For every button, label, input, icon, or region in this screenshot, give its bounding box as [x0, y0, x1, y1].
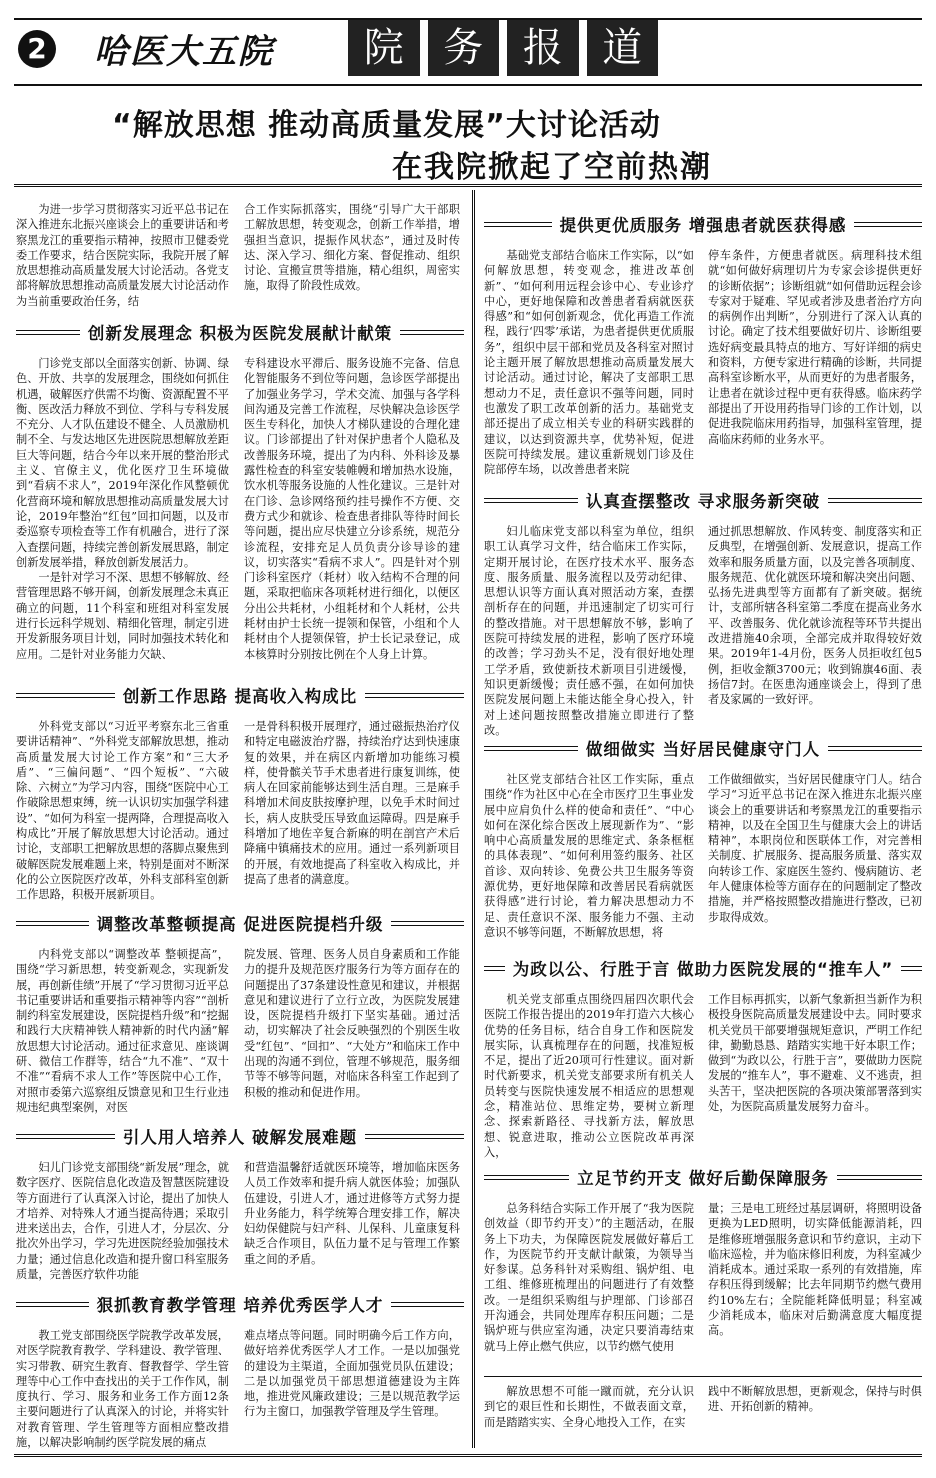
section-heading-text: 立足节约开支 做好后勤保障服务: [569, 1169, 837, 1188]
article-text: 机关党支部重点围绕四届四次职代会医院工作报告提出的2019年打造六大核心优势的任务目标，结合自身工作和医院发展实际，认真梳理存在的问题，找准短板不足，提出了近20项可行性建议。面对新时代新要求，机关党支部要求所有机关人员转变与医院快速发展不相适应的思想观念，精准站位、思维定势，要树立新理念、探索新路径、寻找新方法，解放思想、锐意进取，推动公立医院改革再深入，: [484, 993, 694, 1159]
section-col-a: [16, 356, 229, 672]
section-title: [348, 20, 658, 76]
section-col-a: [484, 248, 694, 477]
section-col-b: [708, 248, 922, 468]
section-col-b: [244, 947, 460, 1112]
intro-col-b: [244, 202, 460, 314]
headline-block: [14, 96, 922, 185]
article-text: 量；三是电工班经过基层调研，将照明设备更换为LED照明，切实降低能源消耗，四是维修班增强服务意识和节约意识，主动下临床巡检，并为临床修旧利废，为科室减少消耗成本。通过采取一系列的有效措施，库存积压得到缓解；比去年同期节约燃气费用约10%左右；全院能耗降低明显；科室减少消耗成本，临床对后勤满意度大幅度提高。: [708, 1202, 922, 1338]
article-text: 践中不断解放思想，更新观念，保持与时俱进、开拓创新的精神。: [708, 1385, 922, 1414]
column-divider: [472, 190, 475, 1448]
section-heading: [16, 911, 464, 935]
article-text: 工作做细做实，当好居民健康守门人。结合学习“习近平总书记在深入推进东北振兴座谈会上的重要讲话和考察黑龙江的重要指示精神，以及在全国卫生与健康大会上的讲话精神”，本职岗位和医联体工作，对完善相关制度、扩展服务、提高服务质量、落实双向转诊工作、家庭医生签约、慢病随访、老年人健康体检等方面存在的问题制定了整改措施，并严格按照整改措施进行整改，已初步取得成效。: [708, 773, 922, 924]
paper-name-logo: 哈医大五院: [94, 32, 274, 72]
article-text: 外科党支部以“习近平考察东北三省重要讲话精神”、“外科党支部解放思想，推动高质量发展大讨论工作方案”和“三大矛盾”、“三偏问题”、“四个短板”、“六破除、六树立”为学习内容，围绕“医院中心工作破除思想束缚，统一认识切实加强学科建设”、“如何为科室一提两降，合理提高收入构成比”开展了解放思想大讨论活动。通过讨论，支部职工把解放思想的落脚点聚焦到破解医院发展难题上来，特别是面对不断深化的公立医院医疗改革，外科支部科室创新工作思路，积极开展新项目。: [16, 720, 229, 902]
section-heading-text: 引人用人培养人 破解发展难题: [115, 1128, 365, 1147]
section-col-b: [244, 1160, 460, 1282]
section-heading: [484, 212, 922, 236]
article-text: 总务科结合实际工作开展了“我为医院创效益（即节约开支）”的主题活动，在服务上下功夫，为保障医院发展做好幕后工作，为医院节约开支献计献策，为领导当好参谋。总务科针对采购组、锅炉组、电工组、维修班梳理出的问题进行了有效整改。一是组织采购组与护理部、门诊部召开沟通会，共同处理库存积压问题；二是锅炉班与供应室沟通，决定只要消毒结束就马上停止燃气供应，以节约燃气使用: [484, 1202, 694, 1353]
section-heading-text: 认真查摆整改 寻求服务新突破: [578, 492, 828, 511]
section-heading: [484, 736, 922, 760]
section-col-a: [16, 1328, 229, 1450]
paragraph: 门诊党支部以全面落实创新、协调、绿色、开放、共享的发展理念，围绕如何抓住机遇，破解医疗供需不均衡、资源配置不平衡、医改活力释放不到位、学科与专科发展不充分、人才队伍建设不健全、人员激励机制不全、与发达地区先进医院思想解放差距巨大等问题，结合今年以来开展的整治形式主义、官僚主义，优化医疗卫生环境做到“看病不求人”，2019年深化作风整顿优化营商环境和解放思想推动高质量发展大讨论，2019年整治“红包”回扣问题，以及市委巡察专项检查等工作有机融合，进行了深入查摆问题，持续完善创新发展思路，制定创新发展举措，释放创新发展活力。: [16, 357, 229, 569]
headline-line1: “解放思想 推动高质量发展”大讨论活动: [112, 108, 661, 143]
section-col-a: [484, 772, 694, 938]
section-heading: [16, 1124, 464, 1148]
section-char: 报: [507, 20, 579, 76]
section-heading: [16, 1292, 464, 1316]
article-text: 教工党支部围绕医学院教学改革发展，对医学院教育教学、学科建设、教学管理、实习带教、研究生教育、督教督学、学生管理等中心工作中查找出的关于工作作风，制度执行、学习、服务和业务工作方面12条主要问题进行了认真深入的讨论，并将实针对教育管理、学生管理等方面相应整改措施，以解决影响制约医学院发展的痛点: [16, 1329, 229, 1450]
section-col-b: [708, 524, 922, 720]
section-heading: [16, 683, 464, 707]
section-col-a: [16, 1160, 229, 1282]
closing-rule: [484, 1376, 922, 1377]
section-char: 道: [587, 20, 659, 76]
article-text: 妇儿临床党支部以科室为单位，组织职工认真学习文件，结合临床工作实际，定期开展讨论，在医疗技术水平、服务态度、服务质量、服务流程以及劳动纪律、思想认识等方面认真对照活动方案，查摆剖析存在的问题，并迅速制定了切实可行的整改措施。对干思想解放不够，影响了医院可持续发展的进程，影响了医疗环境的改善；学习劲头不足，没有很好地处理工学矛盾，致使新技术新项目引进缓慢，知识更新缓慢；责任感不强，在如何加快医院发展问题上未能达能全身心投入，针对上述问题按照整改措施立即进行了整改。: [484, 525, 694, 737]
article-text: 合工作实际抓落实，围绕“引导广大干部职工解放思想，转变观念，创新工作举措，增强担当意识，提振作风状态”，通过及时传达、深入学习、细化方案、督促推动、组织讨论、宣搬宣贯等措施，精心组织，周密实施，取得了阶段性成效。: [244, 203, 460, 293]
masthead-rule: [14, 84, 922, 86]
section-heading: [484, 1165, 922, 1189]
article-text: 专科建设水平滞后、服务设施不完备、信息化智能服务不到位等问题，急诊医学部提出了加强业务学习，学术交流、加强与各学科间沟通及完善工作流程，尽快解决急诊医学医生专科化，加快人才梯队建设的合理化建议。门诊部提出了针对保护患者个人隐私及改善服务环境，提出了为内科、外科诊及暴露性检查的科室安装帷幔和增加热水设施，饮水机等服务设施的人性化建议。三是针对在门诊、急诊网络预约挂号操作不方便、交费方式少和就诊、检查患者排队等待时间长等问题，提出应尽快建立分诊系统，规范分诊流程，安排充足人员负责分诊导诊的建议，切实落实“看病不求人”。四是针对个别门诊科室医疗（耗材）收入结构不合理的问题，采取把临床各项耗材进行细化，以便区分出公共耗材，小组耗材和个人耗材，公共耗材由护士长统一提领和保管，小组和个人耗材由个人提领保管，护士长记录登记，成本核算时分别按比例在个人身上计算。: [244, 357, 460, 661]
section-heading: [484, 488, 922, 512]
article-text: [16, 356, 229, 662]
section-col-a: [16, 719, 229, 902]
article-text: 社区党支部结合社区工作实际，重点围绕“作为社区中心在全市医疗卫生事业发展中应肩负什么样的使命和责任”、“中心如何在深化综合医改上展现新作为”、“影响中心高质量发展的思维定式、条条框框的具体表现”、“如何利用签约服务、社区首诊、双向转诊、免费公共卫生服务等资源优势，更好地保障和改善居民看病就医获得感”进行讨论，着力解决思想动力不足、责任意识不深、服务能力不强、主动意识不够等问题，不断解放思想，将: [484, 773, 694, 939]
page-number: 2: [18, 30, 56, 68]
section-heading: [484, 956, 922, 980]
article-text: 通过抓思想解放、作风转变、制度落实和正反典型，在增强创新、发展意识，提高工作效率和服务质量方面，以及完善各项制度、服务规范、优化就医环境和解决突出问题、弘扬先进典型等方面都有了新突破。据统计，支部所辖各科室第二季度在提高业务水平、改善服务、优化就诊流程等环节共提出改进措施40余项，全部完成并取得较好效果。2019年1-4月份，医务人员拒收红包5例，拒收金额3700元；收到锦旗46面、表扬信7封。在医患沟通座谈会上，得到了患者及家属的一致好评。: [708, 525, 922, 707]
article-text: 难点堵点等问题。同时明确今后工作方向，做好培养优秀医学人才工作。一是以加强党的建设为主渠道，全面加强党员队伍建设；二是以加强党员干部思想道德建设为主阵地，推进党风廉政建设；三是以规范教学运行为主窗口，加强教学管理及学生管理。: [244, 1329, 460, 1419]
headline-line2: 在我院掀起了空前热潮: [392, 150, 712, 185]
closing-col-a: [484, 1384, 694, 1448]
article-text: 为进一步学习贯彻落实习近平总书记在深入推进东北振兴座谈会上的重要讲话和考察黑龙江的重要指示精神，按照市卫健委党委工作要求，结合医院实际，我院开展了解放思想推动高质量发展大讨论活动。各党支部将解放思想推动高质量发展大讨论活动作为当前重要政治任务，结: [16, 203, 229, 308]
article-text: 基础党支部结合临床工作实际，以“如何解放思想，转变观念，推进改革创新”、“如何利用远程会诊中心、专业诊疗中心，更好地保障和改善患者看病就医获得感”和“如何创新观念，优化再造工作流程，践行‘四零’承诺，为患者提供更优质服务”，组织中层干部和党员及各科室对照讨论主题开展了解放思想推动高质量发展大讨论活动。通过讨论，解决了支部职工思想动力不足，责任意识不强等问题，同时也激发了职工改革创新的活力。基础党支部还提出了成立相关专业的科研实践群的建议，以达到资源共享，优势补短，促进医院可持续发展。建议重新规划门诊及住院部停车场，以改善患者来院: [484, 249, 694, 477]
section-col-a: [16, 947, 229, 1112]
section-heading-text: 狠抓教育教学管理 培养优秀医学人才: [89, 1296, 392, 1315]
section-col-a: [484, 1201, 694, 1367]
section-heading: [16, 320, 464, 344]
section-col-a: [484, 992, 694, 1159]
section-heading-text: 为政以公、行胜于言 做助力医院发展的“推车人”: [505, 960, 901, 979]
section-col-b: [708, 992, 922, 1142]
headline-rule: [14, 184, 922, 190]
article-text: 内科党支部以“调整改革 整顿提高”，围绕“学习新思想，转变新观念，实现新发展，再创新佳绩”开展了“学习贯彻习近平总书记重要讲话和重要指示精神等内容”“剖析制约科室发展建设，医院提档升级”和“挖掘和践行大庆精神铁人精神新的时代内涵”解放思想大讨论活动。通过征求意见、座谈调研、微信工作群等，结合“九不准”、“双十不准”“看病不求人工作”等医院中心工作，对照市委第六巡察组反馈意见和卫生行业违规违纪典型案例，对医: [16, 948, 229, 1114]
closing-col-b: [708, 1384, 922, 1448]
section-col-b: [708, 772, 922, 938]
section-heading-text: 创新发展理念 积极为医院发展献计献策: [80, 324, 400, 343]
bottom-rule: [14, 1454, 922, 1460]
section-col-b: [244, 719, 460, 899]
article-text: 工作目标再抓实，以新气象新担当新作为积极投身医院高质量发展建设中去。同时要求机关党员干部要增强规矩意识，严明工作纪律，勤勤恳恳、踏踏实实地干好本职工作；做到“为政以公，行胜于言”，要做助力医院发展的“推车人”，事不避难、义不逃责，担头苦干，坚决把医院的各项决策部署落到实处，为医院高质量发展努力奋斗。: [708, 993, 922, 1114]
section-heading-text: 做细做实 当好居民健康守门人: [578, 740, 828, 759]
article-text: 妇儿门诊党支部围绕“新发展”理念，就数字医疗、医院信息化改造及智慧医院建设等方面进行了认真深入讨论，提出了加快人才培养、对特殊人才通当提高待遇；采取引进来送出去，合作，引进人才，分层次、分批次外出学习，学习先进医院经验加强技术力量；通过信息化改造和提升窗口科室服务质量，完善医疗软件功能: [16, 1161, 229, 1282]
article-text: 院发展、管理、医务人员自身素质和工作能力的提升及规范医疗服务行为等方面存在的问题提出了37条建设性意见和建议，并根据意见和建议进行了立行立改，为医院发展建设，医院提档升级打下坚实基础。通过活动，切实解决了社会反映强烈的个别医生收受“红包”、“回扣”、“大处方”和临床工作中出现的沟通不到位，管理不够规范，服务细节等不够等问题，对临床各科室工作起到了积极的推动和促进作用。: [244, 948, 460, 1099]
section-col-b: [244, 1328, 460, 1450]
section-char: 院: [348, 20, 420, 76]
section-col-b: [708, 1201, 922, 1367]
article-text: 和营造温馨舒适就医环境等，增加临床医务人员工作效率和提升病人就医体验；加强队伍建设，引进人才，通过进修等方式努力提升业务能力，科学统筹合理安排工作，解决妇幼保健院与妇产科、儿保科、儿童康复科缺乏合作项目，队伍力量不足与管理工作繁重之间的矛盾。: [244, 1161, 460, 1266]
section-col-a: [484, 524, 694, 737]
section-heading-text: 调整改革整顿提高 促进医院提档升级: [89, 915, 392, 934]
paragraph: 一是针对学习不深、思想不够解放、经营管理思路不够开阔，创新发展理念未真正确立的问题，11个科室和班组对科室发展进行长远科学规划、精细化管理，制定引进开发新服务项目计划，同时加强技术转化和应用。二是针对业务能力欠缺、: [16, 571, 229, 661]
masthead: [14, 20, 922, 90]
section-heading-text: 提供更优质服务 增强患者就医获得感: [552, 216, 855, 235]
intro-col-a: [16, 202, 229, 314]
section-col-b: [244, 356, 460, 672]
section-heading-text: 创新工作思路 提高收入构成比: [115, 687, 365, 706]
article-text: 解放思想不可能一蹴而就，充分认识到它的艰巨性和长期性，不做表面文章，而是踏踏实实、全身心地投入工作，在实: [484, 1385, 694, 1429]
article-text: 停车条件，方便患者就医。病理科技术组就“如何做好病理切片为专家会诊提供更好的诊断依据”；诊断组就“如何借助远程会诊专家对于疑难、罕见或者涉及患者治疗方向的病例作出判断”，分别进行了深入认真的讨论。确定了技术组要做好切片、诊断组要选好病变最具特点的地方、写好详细的病史和资料，方便专家进行精确的诊断，共同提高科室诊断水平，从而更好的为患者服务，让患者在就诊过程中更有获得感。临床药学部提出了开设用药指导门诊的工作计划，以促进我院临床用药指导，加强科室管理，提高临床药师的业务水平。: [708, 249, 922, 446]
article-text: 一是骨科积极开展理疗，通过磁振热治疗仪和特定电磁波治疗器，持续治疗达到快速康复的效果，并在病区内新增加功能练习模样，使骨髌关节手术患者进行康复训练，使病人在回家前能够达到生活自理。三是麻手科增加术间皮肤按摩护理，以免手术时间过长，病人皮肤受压导致血运障碍。四是麻手科增加了地佐辛复合新麻的明在剖宫产术后降痛中镇痛技术的应用。通过一系列新项目的开展，有效地提高了科室收入构成比，并提高了患者的满意度。: [244, 720, 460, 886]
section-char: 务: [428, 20, 500, 76]
